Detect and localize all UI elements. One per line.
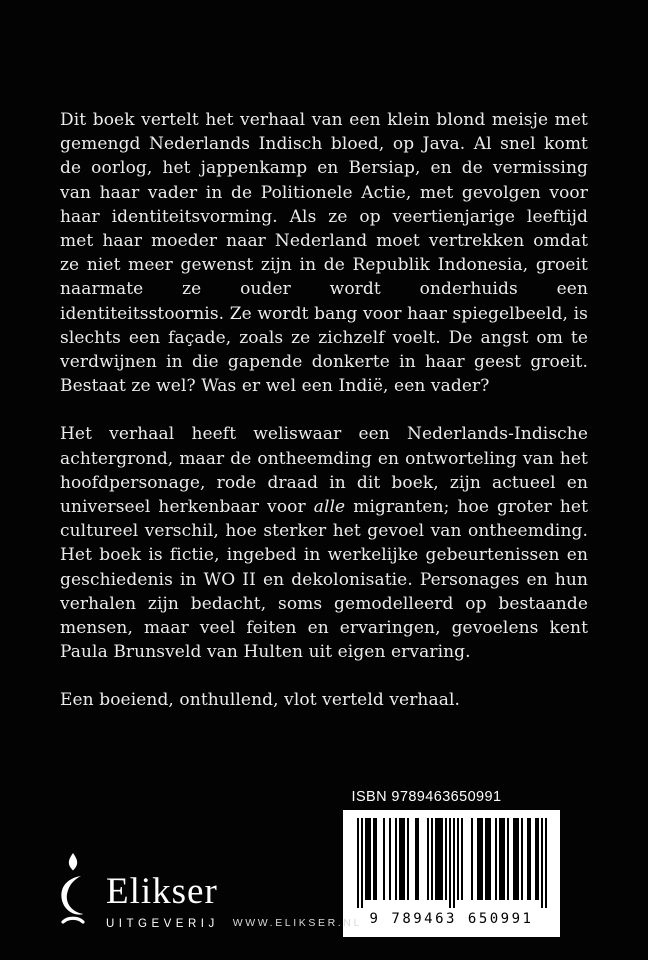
blurb-paragraph-3: Een boeiend, onthullend, vlot verteld verhaal. xyxy=(60,690,460,711)
publisher-website: WWW.ELIKSER.NL xyxy=(232,917,362,929)
blurb-paragraph-1: Dit boek vertelt het verhaal van een klein blond meisje met gemengd Nederlands Indisch bloed, op Java. Al snel komt de oorlog, het jappenkamp en Bersiap, en de vermissing van haar vader in de Politionele Actie, met gevolgen voor haar identiteitsvorming. Als ze op veertienjarige leeftijd met haar moeder naar Nederland moet vertrekken omdat ze niet meer gewenst zijn in de Republik Indonesia, groeit naarmate ze ouder wordt onderhuids een identiteitsstoornis. Ze wordt bang voor haar spiegelbeeld, is slechts een façade, zoals ze zichzelf voelt. De angst om te verdwijnen in die gapende donkerte in haar geest groeit. Bestaat ze wel? Was er wel een Indië, een vader? xyxy=(60,110,588,397)
blurb-paragraph-2-after: migranten; hoe groter het cultureel verschil, hoe sterker het gevoel van ontheemding. Het boek is fictie, ingebed in werkelijke gebeurtenissen en geschiedenis in WO II en dekolonisatie. Personages en hun verhalen zijn bedacht, soms gemodelleerd op bestaande mensen, maar veel feiten en ervaringen, gevoelens kent Paula Brunsveld van Hulten uit eigen ervaring. xyxy=(60,497,589,663)
blurb-paragraph-2-italic: alle xyxy=(313,497,346,518)
publisher-logo xyxy=(50,850,362,930)
barcode-digits: 9 789463 650991 xyxy=(369,911,534,927)
publisher-text xyxy=(106,872,219,930)
lamp-icon xyxy=(50,850,96,930)
isbn-label: ISBN 9789463650991 xyxy=(351,789,502,805)
blurb-text xyxy=(60,108,588,737)
barcode-bars xyxy=(355,818,548,908)
blurb-paragraph-2-before: Het verhaal heeft weliswaar een Nederlands-Indische achtergrond, maar de ontheemding en ontworteling van het hoofdpersonage, rode draad in dit boek, zijn actueel en universeel herkenbaar voor xyxy=(60,424,588,518)
blurb-paragraph-2 xyxy=(60,422,588,664)
barcode xyxy=(343,810,560,937)
publisher-name: Elikser xyxy=(106,871,218,912)
publisher-subtitle: UITGEVERIJ xyxy=(106,918,219,930)
